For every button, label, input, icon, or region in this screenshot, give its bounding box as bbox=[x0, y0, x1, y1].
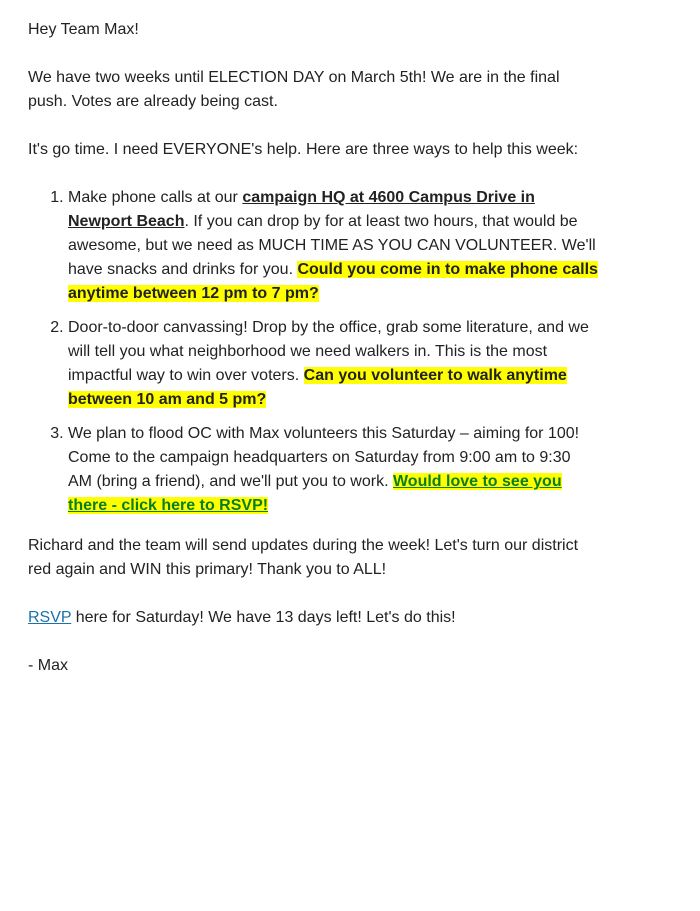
greeting: Hey Team Max! bbox=[28, 21, 139, 38]
campaign-hq-link[interactable]: campaign HQ at 4600 Campus Drive in Newport Beach bbox=[68, 189, 535, 230]
highlighted-ask: Could you come in to make phone calls anytime between 12 pm to 7 pm? bbox=[68, 261, 598, 302]
item-text: We plan to flood OC with Max volunteers this Saturday – aiming for 100! Come to the campaign headquarters on Saturday from 9:00 am to 9:30 AM (bring a friend), and we'll put you to work. bbox=[68, 425, 580, 490]
rsvp-link[interactable]: RSVP bbox=[28, 609, 72, 626]
highlighted-ask: Can you volunteer to walk anytime between 10 am and 5 pm? bbox=[68, 367, 567, 408]
ways-to-help-list bbox=[28, 186, 598, 518]
paragraph-election-day: We have two weeks until ELECTION DAY on March 5th! We are in the final push. Votes are already being cast. bbox=[28, 69, 560, 110]
list-item-canvassing bbox=[68, 316, 598, 412]
paragraph-rsvp bbox=[28, 606, 598, 630]
list-item-saturday bbox=[68, 422, 598, 518]
list-item-phone-calls bbox=[68, 186, 598, 306]
paragraph-updates: Richard and the team will send updates during the week! Let's turn our district red again and WIN this primary! Thank you to ALL! bbox=[28, 537, 579, 578]
paragraph-go-time: It's go time. I need EVERYONE's help. Here are three ways to help this week: bbox=[28, 141, 579, 158]
rsvp-rest-text: here for Saturday! We have 13 days left! Let's do this! bbox=[71, 609, 456, 626]
rsvp-highlight-link[interactable]: Would love to see you there - click here to RSVP! bbox=[68, 473, 562, 514]
item-text: . If you can drop by for at least two hours, that would be awesome, but we need as MUCH TIME AS YOU CAN VOLUNTEER. We'll have snacks and drinks for you. bbox=[68, 213, 596, 278]
signoff: - Max bbox=[28, 657, 68, 674]
item-text: Door-to-door canvassing! Drop by the office, grab some literature, and we will tell you what neighborhood we need walkers in. This is the most impactful way to win over voters. bbox=[68, 319, 589, 384]
item-text: Make phone calls at our bbox=[68, 189, 243, 206]
